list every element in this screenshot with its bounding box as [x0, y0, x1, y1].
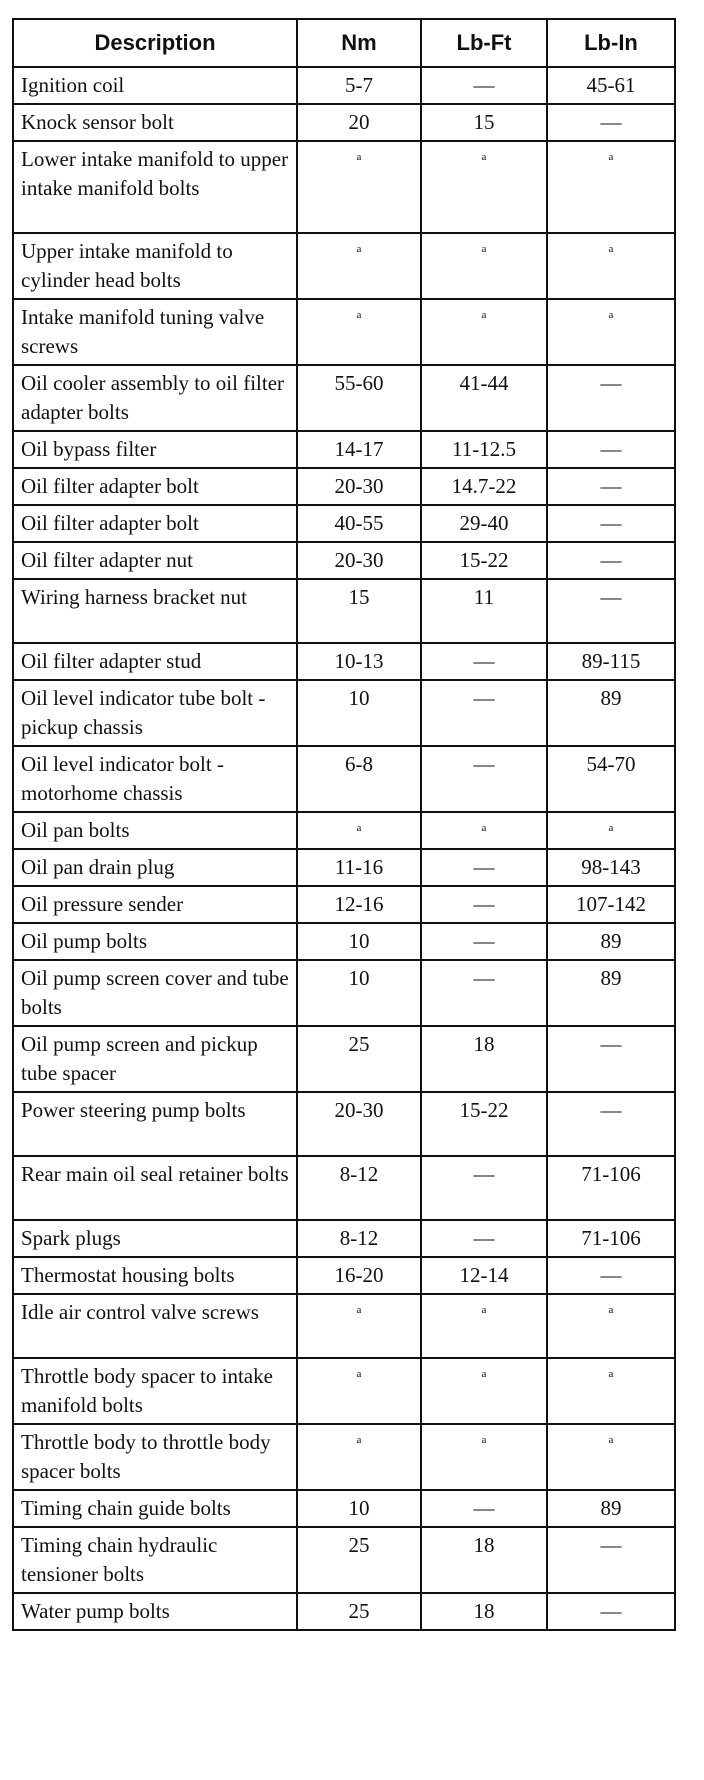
cell-description: Oil filter adapter nut [13, 542, 297, 579]
cell-nm: 14-17 [297, 431, 421, 468]
table-row [13, 1092, 675, 1156]
cell-description: Wiring harness bracket nut [13, 579, 297, 643]
cell-description: Upper intake manifold to cylinder head bolts [13, 233, 297, 299]
table-row [13, 299, 675, 365]
table-row [13, 849, 675, 886]
cell-lb-in: — [547, 365, 675, 431]
table-row [13, 1527, 675, 1593]
cell-description: Lower intake manifold to upper intake manifold bolts [13, 141, 297, 233]
cell-lb-in: 98-143 [547, 849, 675, 886]
cell-lb-ft: 18 [421, 1527, 547, 1593]
cell-lb-in: 89 [547, 1490, 675, 1527]
table-row [13, 746, 675, 812]
table-row [13, 579, 675, 643]
table-row [13, 960, 675, 1026]
cell-nm: 8-12 [297, 1220, 421, 1257]
cell-lb-in: — [547, 104, 675, 141]
cell-description: Oil level indicator tube bolt - pickup chassis [13, 680, 297, 746]
cell-lb-in: — [547, 1593, 675, 1630]
cell-description: Throttle body spacer to intake manifold bolts [13, 1358, 297, 1424]
cell-nm: 15 [297, 579, 421, 643]
cell-description: Oil filter adapter bolt [13, 505, 297, 542]
cell-nm: a [297, 1424, 421, 1490]
table-row [13, 886, 675, 923]
header-lb-in: Lb-In [547, 19, 675, 67]
cell-description: Oil cooler assembly to oil filter adapter bolts [13, 365, 297, 431]
cell-nm: a [297, 141, 421, 233]
table-row [13, 643, 675, 680]
table-row [13, 505, 675, 542]
cell-description: Oil pump screen and pickup tube spacer [13, 1026, 297, 1092]
cell-lb-in: — [547, 468, 675, 505]
cell-description: Knock sensor bolt [13, 104, 297, 141]
header-lb-ft: Lb-Ft [421, 19, 547, 67]
cell-lb-ft: — [421, 1490, 547, 1527]
cell-lb-ft: a [421, 1294, 547, 1358]
cell-nm: 12-16 [297, 886, 421, 923]
cell-description: Ignition coil [13, 67, 297, 104]
cell-nm: 40-55 [297, 505, 421, 542]
cell-description: Oil pump screen cover and tube bolts [13, 960, 297, 1026]
cell-lb-ft: — [421, 1156, 547, 1220]
cell-lb-ft: a [421, 233, 547, 299]
cell-lb-in: a [547, 1358, 675, 1424]
cell-description: Spark plugs [13, 1220, 297, 1257]
table-header [13, 19, 675, 67]
cell-lb-ft: a [421, 1424, 547, 1490]
table-row [13, 1358, 675, 1424]
cell-nm: 5-7 [297, 67, 421, 104]
cell-nm: 20-30 [297, 542, 421, 579]
cell-description: Thermostat housing bolts [13, 1257, 297, 1294]
cell-nm: 10 [297, 960, 421, 1026]
cell-lb-ft: a [421, 141, 547, 233]
cell-nm: 55-60 [297, 365, 421, 431]
cell-nm: 6-8 [297, 746, 421, 812]
cell-lb-ft: 12-14 [421, 1257, 547, 1294]
table-row [13, 1294, 675, 1358]
cell-lb-in: — [547, 1026, 675, 1092]
cell-lb-ft: — [421, 1220, 547, 1257]
cell-lb-ft: a [421, 299, 547, 365]
cell-description: Idle air control valve screws [13, 1294, 297, 1358]
cell-lb-in: 54-70 [547, 746, 675, 812]
cell-description: Oil level indicator bolt - motorhome chassis [13, 746, 297, 812]
table-row [13, 1156, 675, 1220]
cell-lb-in: 89 [547, 680, 675, 746]
cell-description: Power steering pump bolts [13, 1092, 297, 1156]
cell-lb-in: 71-106 [547, 1220, 675, 1257]
cell-nm: 10-13 [297, 643, 421, 680]
cell-lb-ft: — [421, 680, 547, 746]
table-row [13, 431, 675, 468]
cell-description: Oil pan drain plug [13, 849, 297, 886]
cell-description: Oil pressure sender [13, 886, 297, 923]
cell-description: Throttle body to throttle body spacer bolts [13, 1424, 297, 1490]
cell-description: Timing chain guide bolts [13, 1490, 297, 1527]
cell-lb-ft: 15-22 [421, 542, 547, 579]
cell-nm: a [297, 1358, 421, 1424]
cell-lb-in: 89 [547, 923, 675, 960]
cell-lb-in: — [547, 542, 675, 579]
cell-description: Water pump bolts [13, 1593, 297, 1630]
table-row [13, 1490, 675, 1527]
cell-description: Oil filter adapter stud [13, 643, 297, 680]
table-row [13, 104, 675, 141]
cell-lb-in: a [547, 299, 675, 365]
table-row [13, 1593, 675, 1630]
header-nm: Nm [297, 19, 421, 67]
cell-nm: 20-30 [297, 1092, 421, 1156]
table-row [13, 923, 675, 960]
cell-lb-ft: 11-12.5 [421, 431, 547, 468]
cell-lb-ft: — [421, 923, 547, 960]
cell-description: Timing chain hydraulic tensioner bolts [13, 1527, 297, 1593]
cell-lb-ft: 29-40 [421, 505, 547, 542]
cell-nm: a [297, 233, 421, 299]
table-row [13, 812, 675, 849]
table-row [13, 141, 675, 233]
cell-lb-in: a [547, 141, 675, 233]
cell-lb-ft: — [421, 746, 547, 812]
header-row [13, 19, 675, 67]
cell-nm: 8-12 [297, 1156, 421, 1220]
cell-lb-in: — [547, 431, 675, 468]
cell-lb-in: — [547, 1257, 675, 1294]
cell-nm: 10 [297, 923, 421, 960]
cell-lb-in: — [547, 1527, 675, 1593]
table-row [13, 233, 675, 299]
cell-nm: a [297, 812, 421, 849]
cell-description: Oil bypass filter [13, 431, 297, 468]
table-row [13, 680, 675, 746]
cell-description: Intake manifold tuning valve screws [13, 299, 297, 365]
cell-lb-ft: — [421, 849, 547, 886]
cell-lb-in: 71-106 [547, 1156, 675, 1220]
cell-lb-ft: 14.7-22 [421, 468, 547, 505]
cell-lb-in: — [547, 579, 675, 643]
cell-nm: 25 [297, 1026, 421, 1092]
table-row [13, 1257, 675, 1294]
cell-description: Oil pump bolts [13, 923, 297, 960]
cell-description: Oil pan bolts [13, 812, 297, 849]
cell-nm: 20-30 [297, 468, 421, 505]
cell-lb-ft: a [421, 1358, 547, 1424]
cell-description: Rear main oil seal retainer bolts [13, 1156, 297, 1220]
cell-lb-in: a [547, 812, 675, 849]
cell-lb-in: a [547, 233, 675, 299]
cell-nm: a [297, 1294, 421, 1358]
cell-lb-in: 89-115 [547, 643, 675, 680]
table-row [13, 365, 675, 431]
table-row [13, 1424, 675, 1490]
torque-spec-table [12, 18, 676, 1631]
cell-lb-ft: 15-22 [421, 1092, 547, 1156]
cell-lb-in: — [547, 505, 675, 542]
cell-lb-in: 45-61 [547, 67, 675, 104]
cell-nm: 16-20 [297, 1257, 421, 1294]
table-row [13, 542, 675, 579]
cell-nm: 20 [297, 104, 421, 141]
cell-nm: 10 [297, 680, 421, 746]
cell-lb-in: a [547, 1424, 675, 1490]
header-description: Description [13, 19, 297, 67]
cell-lb-ft: 15 [421, 104, 547, 141]
cell-description: Oil filter adapter bolt [13, 468, 297, 505]
table-row [13, 1026, 675, 1092]
cell-lb-ft: — [421, 960, 547, 1026]
cell-lb-ft: — [421, 67, 547, 104]
cell-nm: 11-16 [297, 849, 421, 886]
cell-nm: 25 [297, 1593, 421, 1630]
cell-lb-ft: — [421, 886, 547, 923]
cell-lb-in: — [547, 1092, 675, 1156]
cell-nm: a [297, 299, 421, 365]
cell-lb-ft: 41-44 [421, 365, 547, 431]
table-body [13, 67, 675, 1630]
cell-lb-ft: a [421, 812, 547, 849]
cell-lb-in: 107-142 [547, 886, 675, 923]
cell-lb-in: a [547, 1294, 675, 1358]
cell-lb-in: 89 [547, 960, 675, 1026]
table-row [13, 1220, 675, 1257]
cell-lb-ft: 11 [421, 579, 547, 643]
table-row [13, 468, 675, 505]
cell-lb-ft: — [421, 643, 547, 680]
table-row [13, 67, 675, 104]
cell-lb-ft: 18 [421, 1593, 547, 1630]
cell-lb-ft: 18 [421, 1026, 547, 1092]
cell-nm: 25 [297, 1527, 421, 1593]
cell-nm: 10 [297, 1490, 421, 1527]
